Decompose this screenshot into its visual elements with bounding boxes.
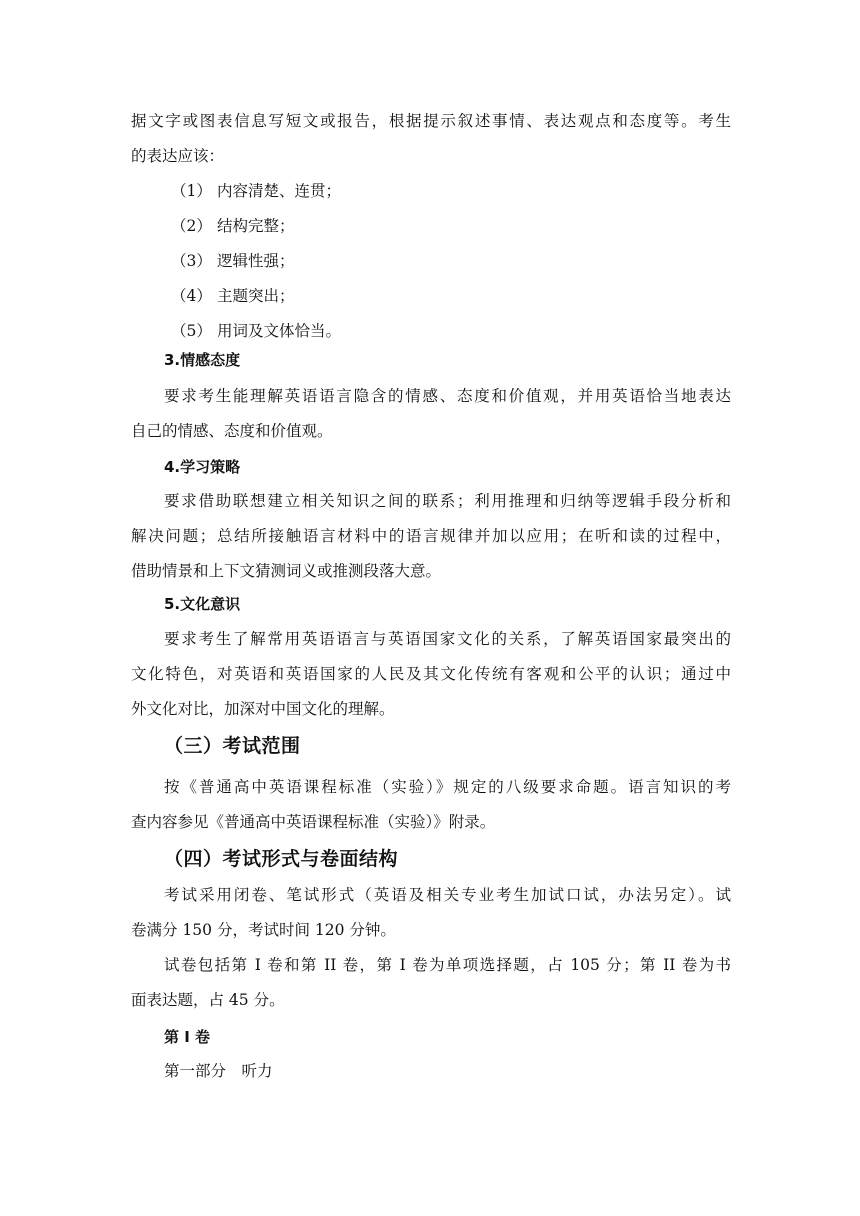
list-item-number: （2） <box>171 217 212 235</box>
list-item-number: （5） <box>171 322 212 340</box>
section-heading-emotion: 3.情感态度 <box>164 351 241 369</box>
culture-line-3: 外文化对比，加深对中国文化的理解。 <box>131 700 395 718</box>
volume-heading: 第 I 卷 <box>164 1028 211 1046</box>
format-p1-line-1: 考试采用闭卷、笔试形式（英语及相关专业考生加试口试，办法另定）。试 <box>164 886 731 904</box>
culture-paragraph <box>131 622 731 727</box>
list-item-number: （4） <box>171 287 212 305</box>
strategy-line-3: 借助情景和上下文猜测词义或推测段落大意。 <box>131 562 442 580</box>
culture-line-1: 要求考生了解常用英语语言与英语国家文化的关系，了解英语国家最突出的 <box>164 630 731 648</box>
strategy-line-1: 要求借助联想建立相关知识之间的联系；利用推理和归纳等逻辑手段分析和 <box>164 492 731 510</box>
part-label-listening: 第一部分 听力 <box>164 1062 273 1080</box>
strategy-line-2: 解决问题；总结所接触语言材料中的语言规律并加以应用；在听和读的过程中， <box>131 527 731 545</box>
list-item-number: （1） <box>171 182 212 200</box>
list-item <box>171 174 341 209</box>
list-item-text: 用词及文体恰当。 <box>217 322 342 340</box>
scope-paragraph <box>131 770 731 840</box>
section-heading-culture: 5.文化意识 <box>164 595 241 613</box>
list-item-text: 结构完整； <box>217 217 295 235</box>
format-p2-line-1: 试卷包括第 I 卷和第 II 卷，第 I 卷为单项选择题，占 105 分；第 II 卷为书 <box>164 956 731 974</box>
format-p2-line-2: 面表达题，占 45 分。 <box>131 991 285 1009</box>
list-item-text: 主题突出； <box>217 287 295 305</box>
list-item-text: 逻辑性强； <box>217 252 295 270</box>
emotion-paragraph <box>131 379 731 449</box>
intro-line-2: 的表达应该： <box>131 147 225 165</box>
list-item-text: 内容清楚、连贯； <box>217 182 342 200</box>
list-item <box>171 244 295 279</box>
part-heading-format: （四）考试形式与卷面结构 <box>164 848 399 870</box>
list-item <box>171 279 295 314</box>
section-heading-strategy: 4.学习策略 <box>164 458 241 476</box>
list-item-number: （3） <box>171 252 212 270</box>
emotion-line-2: 自己的情感、态度和价值观。 <box>131 422 333 440</box>
format-paragraph-2 <box>131 948 731 1018</box>
scope-line-2: 查内容参见《普通高中英语课程标准（实验）》附录。 <box>131 813 496 831</box>
format-p1-line-2: 卷满分 150 分，考试时间 120 分钟。 <box>131 921 396 939</box>
list-item <box>171 209 295 244</box>
emotion-line-1: 要求考生能理解英语语言隐含的情感、态度和价值观，并用英语恰当地表达 <box>164 387 731 405</box>
intro-paragraph <box>131 104 731 174</box>
part-heading-scope: （三）考试范围 <box>164 735 301 757</box>
culture-line-2: 文化特色，对英语和英语国家的人民及其文化传统有客观和公平的认识；通过中 <box>131 665 731 683</box>
intro-line-1: 据文字或图表信息写短文或报告，根据提示叙述事情、表达观点和态度等。考生 <box>131 112 731 130</box>
format-paragraph-1 <box>131 878 731 948</box>
scope-line-1: 按《普通高中英语课程标准（实验）》规定的八级要求命题。语言知识的考 <box>164 778 731 796</box>
strategy-paragraph <box>131 484 731 589</box>
